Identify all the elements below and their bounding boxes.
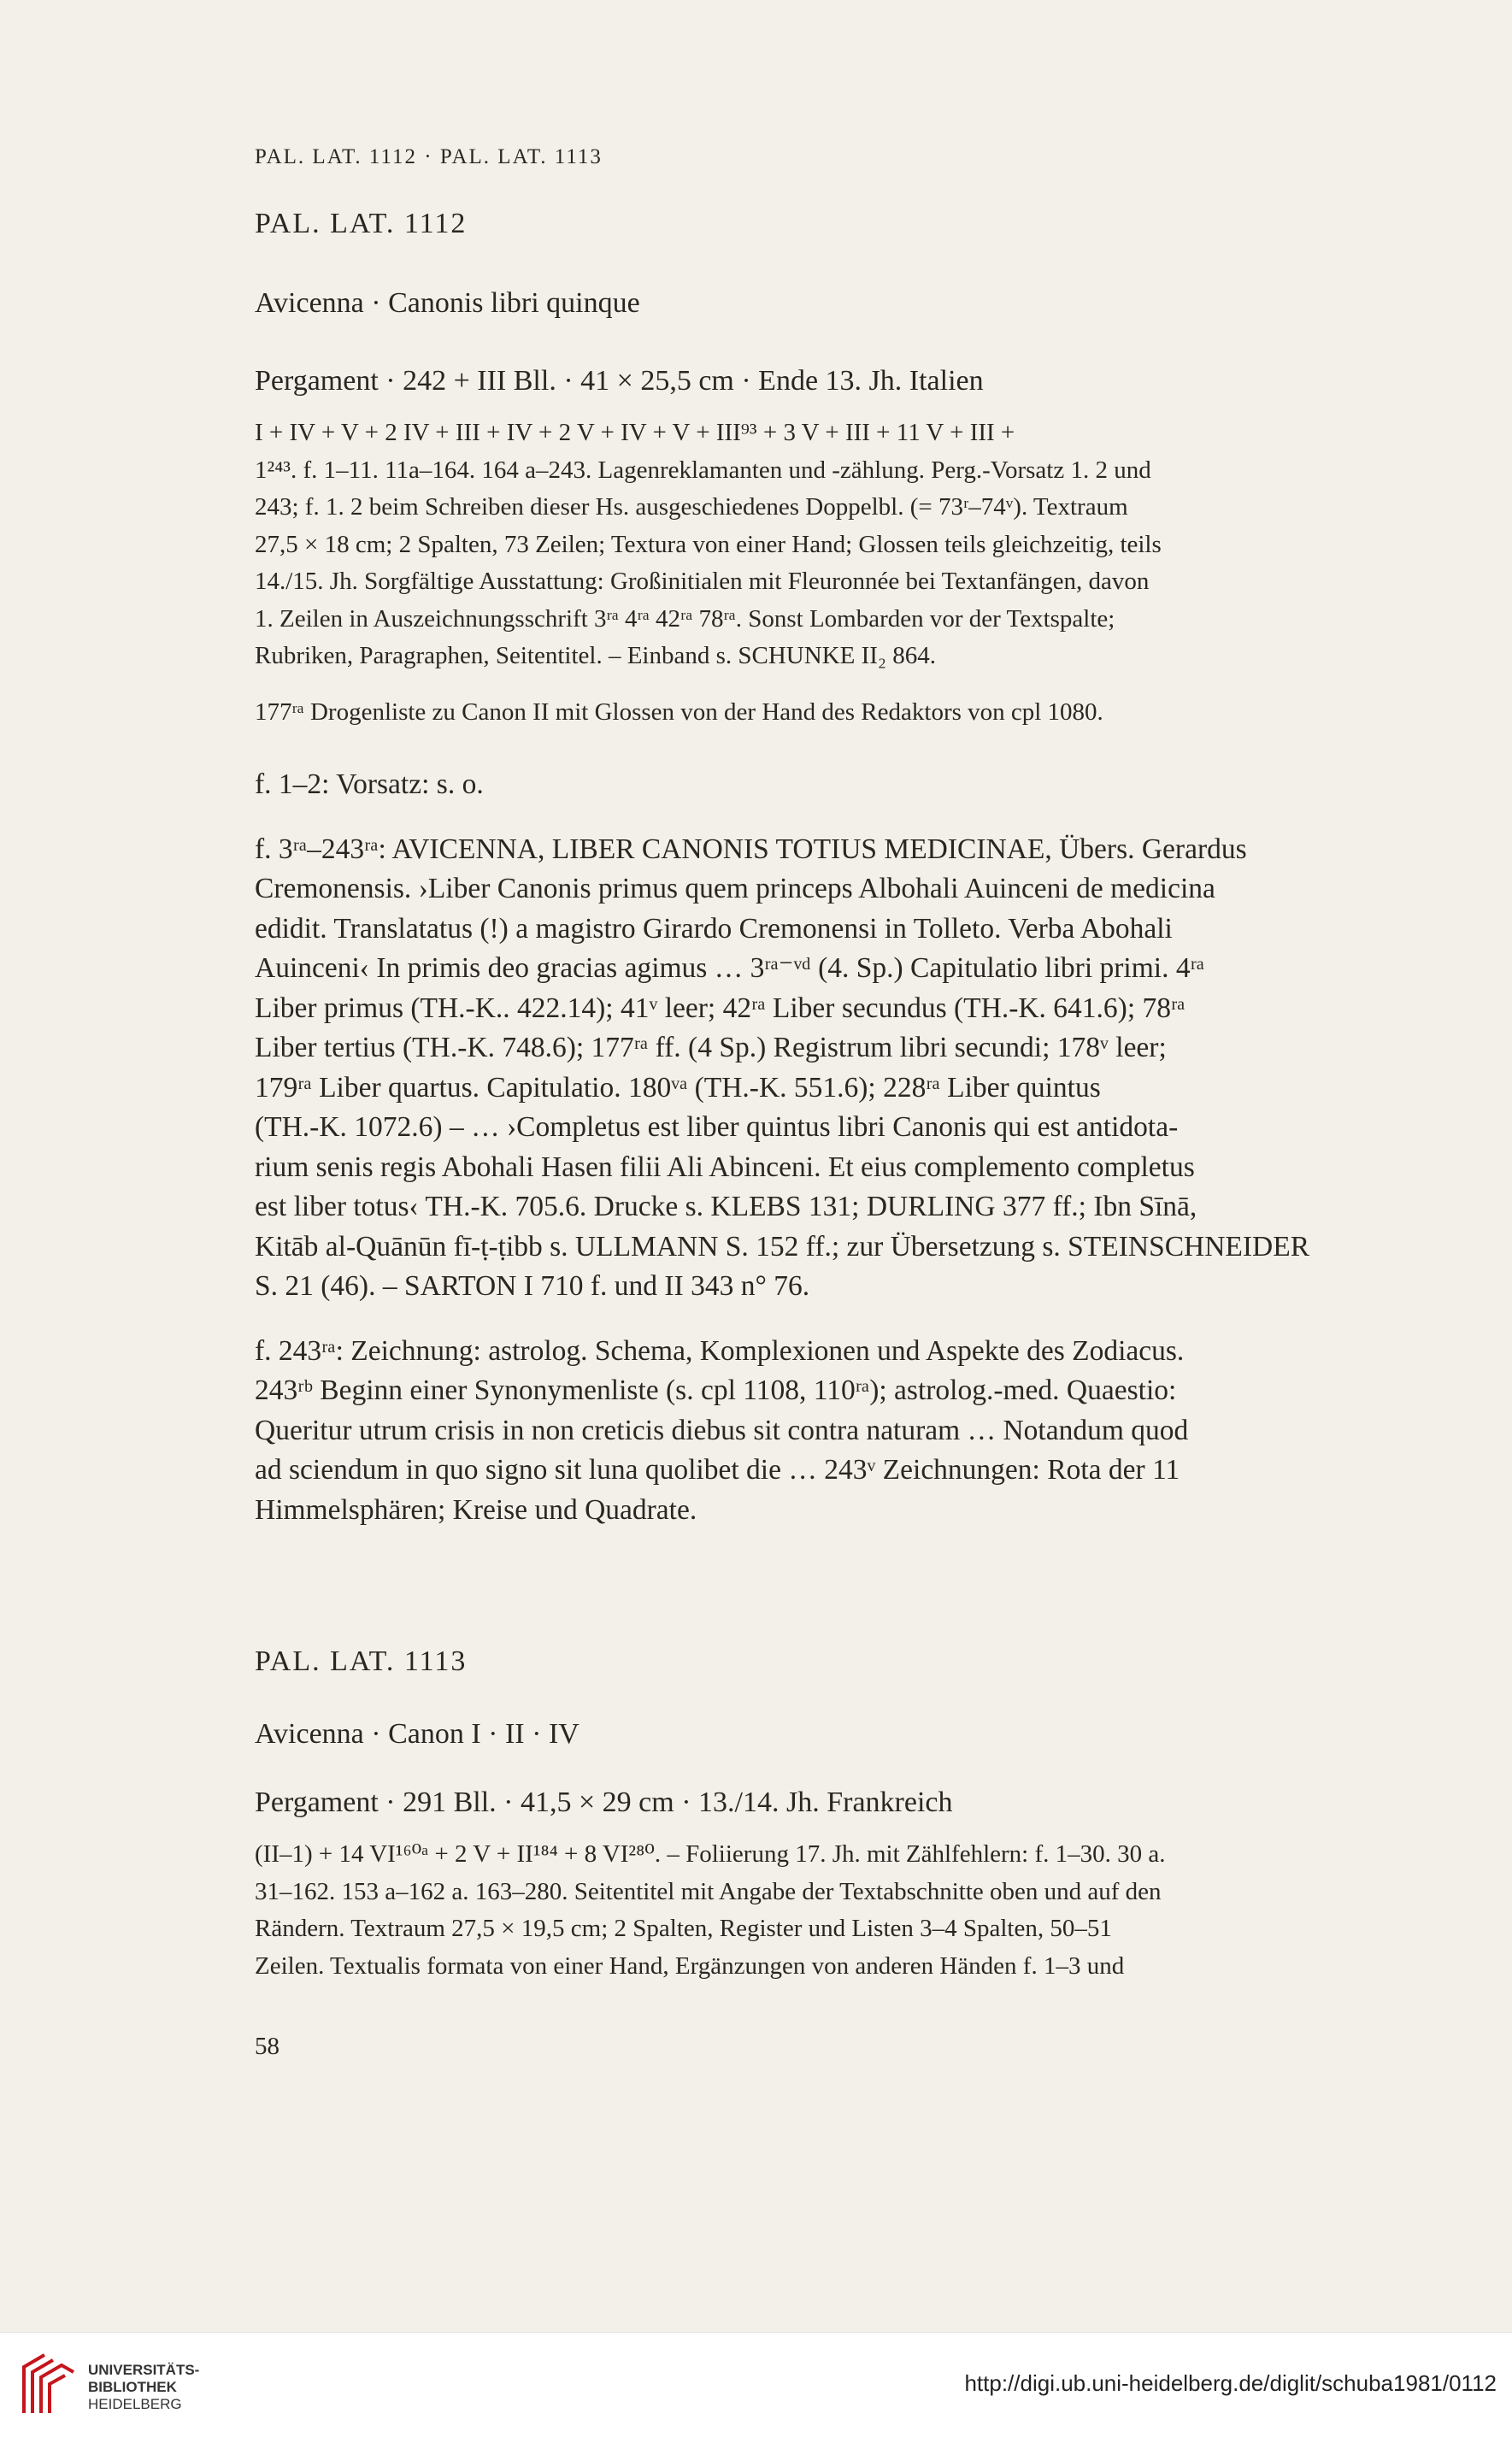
entry-line: rium senis regis Abohali Hasen filii Ali Abinceni. Et eius complemento completus — [255, 1151, 1195, 1183]
text-line: 1²⁴³. f. 1–11. 11a–164. 164 a–243. Lagenreklamanten und -zählung. Perg.-Vorsatz 1. 2 und — [255, 456, 1151, 484]
entry-line: 243ʳᵇ Beginn einer Synonymenliste (s. cpl 1108, 110ʳᵃ); astrolog.-med. Quaestio: — [255, 1374, 1177, 1406]
note-line: 177ʳᵃ Drogenliste zu Canon II mit Glossen von der Hand des Redaktors von cpl 1080. — [255, 698, 1103, 726]
text-line: 27,5 × 18 cm; 2 Spalten, 73 Zeilen; Textura von einer Hand; Glossen teils gleichzeitig, teils — [255, 530, 1162, 558]
contents-entries — [255, 765, 1363, 1530]
entry-line: edidit. Translatatus (!) a magistro Girardo Cremonensi in Tolleto. Verba Abohali — [255, 912, 1173, 945]
entry-line: (TH.-K. 1072.6) – … ›Completus est liber quintus libri Canonis qui est antidota- — [255, 1111, 1179, 1143]
work-title: Avicenna · Canon I · II · IV — [255, 1718, 580, 1750]
footer-bar — [0, 2332, 1512, 2437]
library-name — [88, 2362, 199, 2413]
library-name-line: BIBLIOTHEK — [88, 2379, 177, 2395]
section-title: PAL. LAT. 1113 — [255, 1645, 468, 1677]
entry-line: f. 1–2: Vorsatz: s. o. — [255, 768, 484, 800]
entry-line: 179ʳᵃ Liber quartus. Capitulatio. 180ᵛᵃ (TH.-K. 551.6); 228ʳᵃ Liber quintus — [255, 1071, 1101, 1104]
text-line: Rändern. Textraum 27,5 × 19,5 cm; 2 Spalten, Register und Listen 3–4 Spalten, 50–51 — [255, 1915, 1112, 1942]
page-number: 58 — [255, 2033, 279, 2060]
entry-line: f. 243ʳᵃ: Zeichnung: astrolog. Schema, Komplexionen und Aspekte des Zodiacus. — [255, 1334, 1185, 1367]
physical-description: Pergament · 242 + III Bll. · 41 × 25,5 cm · Ende 13. Jh. Italien — [255, 365, 984, 397]
work-title: Avicenna · Canonis libri quinque — [255, 287, 640, 319]
running-head: PAL. LAT. 1112 · PAL. LAT. 1113 — [255, 145, 603, 168]
text-line: Rubriken, Paragraphen, Seitentitel. – Einband s. SCHUNKE II₂ 864. — [255, 642, 937, 669]
entry-line: Himmelsphären; Kreise und Quadrate. — [255, 1493, 697, 1526]
section-title: PAL. LAT. 1112 — [255, 208, 468, 239]
entry-line: Liber primus (TH.-K.. 422.14); 41ᵛ leer; 42ʳᵃ Liber secundus (TH.-K. 641.6); 78ʳᵃ — [255, 992, 1185, 1024]
source-url-link[interactable]: http://digi.ub.uni-heidelberg.de/diglit/schuba1981/0112 — [964, 2370, 1497, 2396]
entry-line: Cremonensis. ›Liber Canonis primus quem princeps Albohali Auinceni de medicina — [255, 873, 1215, 904]
entry-line: S. 21 (46). – SARTON I 710 f. und II 343 n° 76. — [255, 1270, 810, 1302]
text-line: 31–162. 153 a–162 a. 163–280. Seitentitel mit Angabe der Textabschnitte oben und auf den — [255, 1877, 1162, 1905]
text-line: (II–1) + 14 VI¹⁶⁰ᵃ + 2 V + II¹⁸⁴ + 8 VI²⁸⁰. – Foliierung 17. Jh. mit Zählfehlern: f. 1–30. 30 a. — [255, 1840, 1166, 1868]
entry-line: Auinceni‹ In primis deo gracias agimus … 3ʳᵃ⁻ᵛᵈ (4. Sp.) Capitulatio libri primi. 4ʳᵃ — [255, 952, 1205, 984]
text-line: I + IV + V + 2 IV + III + IV + 2 V + IV + V + III⁹³ + 3 V + III + 11 V + III + — [255, 419, 1015, 446]
codicological-description — [255, 415, 1363, 731]
library-logo-icon — [19, 2350, 79, 2418]
entry-line: est liber totus‹ TH.-K. 705.6. Drucke s. KLEBS 131; DURLING 377 ff.; Ibn Sīnā, — [255, 1191, 1197, 1222]
library-name-line: HEIDELBERG — [88, 2396, 182, 2412]
codicological-description — [255, 1836, 1363, 1985]
entry-line: Kitāb al-Quānūn fī-ṭ-ṭibb s. ULLMANN S. 152 ff.; zur Übersetzung s. STEINSCHNEIDER — [255, 1230, 1310, 1263]
text-line: 1. Zeilen in Auszeichnungsschrift 3ʳᵃ 4ʳᵃ 42ʳᵃ 78ʳᵃ. Sonst Lombarden vor der Textspalte; — [255, 604, 1115, 633]
entry-line: Liber tertius (TH.-K. 748.6); 177ʳᵃ ff. (4 Sp.) Registrum libri secundi; 178ᵛ leer; — [255, 1032, 1167, 1063]
entry-line: f. 3ʳᵃ–243ʳᵃ: AVICENNA, LIBER CANONIS TOTIUS MEDICINAE, Übers. Gerardus — [255, 833, 1247, 865]
entry-line: Queritur utrum crisis in non creticis diebus sit contra naturam … Notandum quod — [255, 1414, 1189, 1446]
text-line: 14./15. Jh. Sorgfältige Ausstattung: Großinitialen mit Fleuronnée bei Textanfängen, davon — [255, 568, 1150, 595]
library-name-line: UNIVERSITÄTS- — [88, 2362, 200, 2378]
text-line: 243; f. 1. 2 beim Schreiben dieser Hs. ausgeschiedenes Doppelbl. (= 73ʳ–74ᵛ). Textraum — [255, 493, 1128, 521]
text-line: Zeilen. Textualis formata von einer Hand, Ergänzungen von anderen Händen f. 1–3 und — [255, 1951, 1125, 1980]
physical-description: Pergament · 291 Bll. · 41,5 × 29 cm · 13./14. Jh. Frankreich — [255, 1787, 953, 1818]
entry-line: ad sciendum in quo signo sit luna quolibet die … 243ᵛ Zeichnungen: Rota der 11 — [255, 1454, 1180, 1486]
